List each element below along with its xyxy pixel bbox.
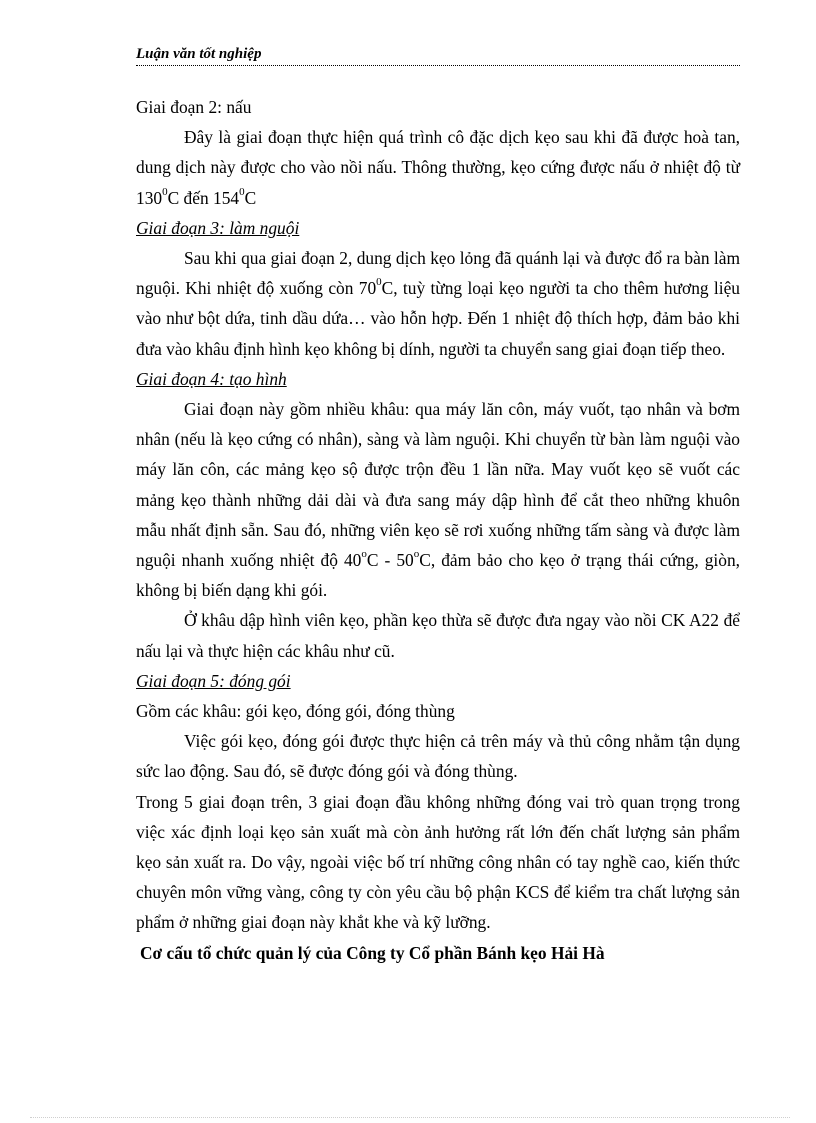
stage4-heading: Giai đoạn 4: tạo hình xyxy=(136,368,287,389)
stage5-line: Gồm các khâu: gói kẹo, đóng gói, đóng thùng xyxy=(136,701,455,722)
section-title: Cơ cấu tổ chức quản lý của Công ty Cổ phần Bánh kẹo Hải Hà xyxy=(140,942,605,963)
stage3-paragraph: Sau khi qua giai đoạn 2, dung dịch kẹo lỏng đã quánh lại và được đổ ra bàn làm nguội. Khi nhiệt độ xuống còn $70^0C$, tuỳ từng loại kẹo người ta cho thêm hương liệu vào như bột dứa, tinh dầu dứa… vào hỗn hợp. Đến 1 nhiệt độ thích hợp, đảm bảo khi đưa vào khâu định hình kẹo không bị dính, người ta chuyển sang giai đoạn tiếp theo. xyxy=(136,248,740,359)
stage2-heading: Giai đoạn 2: nấu xyxy=(136,97,252,117)
page-header xyxy=(136,46,740,66)
stage2-paragraph: Đây là giai đoạn thực hiện quá trình cô đặc dịch kẹo sau khi đã được hoà tan, dung dịch này được cho vào nồi nấu. Thông thường, kẹo cứng được nấu ở nhiệt độ từ $130^0C$ đến $154^0C$ xyxy=(136,127,740,208)
stage5-heading: Giai đoạn 5: đóng gói xyxy=(136,670,291,691)
header-title: Luận văn tốt nghiệp xyxy=(136,46,262,62)
summary-paragraph: Trong 5 giai đoạn trên, 3 giai đoạn đầu không những đóng vai trò quan trọng trong việc xác định loại kẹo sản xuất mà còn ảnh hưởng rất lớn đến chất lượng sản phẩm kẹo sản xuất ra. Do vậy, ngoài việc bố trí những công nhân có tay nghề cao, kiến thức chuyên môn vững vàng, công ty còn yêu cầu bộ phận KCS để kiểm tra chất lượng sản phẩm ở những giai đoạn này khắt khe và kỹ lưỡng. xyxy=(136,791,740,933)
stage3-heading: Giai đoạn 3: làm nguội xyxy=(136,217,300,238)
document-body xyxy=(136,92,740,968)
stage5-paragraph: Việc gói kẹo, đóng gói được thực hiện cả trên máy và thủ công nhằm tận dụng sức lao động. Sau đó, sẽ được đóng gói và đóng thùng. xyxy=(136,731,740,782)
stage4-paragraph: Giai đoạn này gồm nhiều khâu: qua máy lăn côn, máy vuốt, tạo nhân và bơm nhân (nếu là kẹo cứng có nhân), sàng và làm nguội. Khi chuyển từ bàn làm nguội vào máy lăn côn, các mảng kẹo sộ được trộn đều 1 lần nữa. May vuốt kẹo sẽ vuốt các mảng kẹo thành những dải dài và đưa sang máy dập hình để cắt theo những khuôn mẫu nhất định sẵn. Sau đó, những viên kẹo sẽ rơi xuống những tấm sàng và được làm nguội nhanh xuống nhiệt độ 40$^o$C - 50$^o$C, đảm bảo cho kẹo ở trạng thái cứng, giòn, không bị biến dạng khi gói. xyxy=(136,399,740,601)
stage4-paragraph-2: Ở khâu dập hình viên kẹo, phần kẹo thừa sẽ được đưa ngay vào nồi CK A22 để nấu lại và thực hiện các khâu như cũ. xyxy=(136,610,740,661)
footer-divider xyxy=(30,1117,790,1118)
